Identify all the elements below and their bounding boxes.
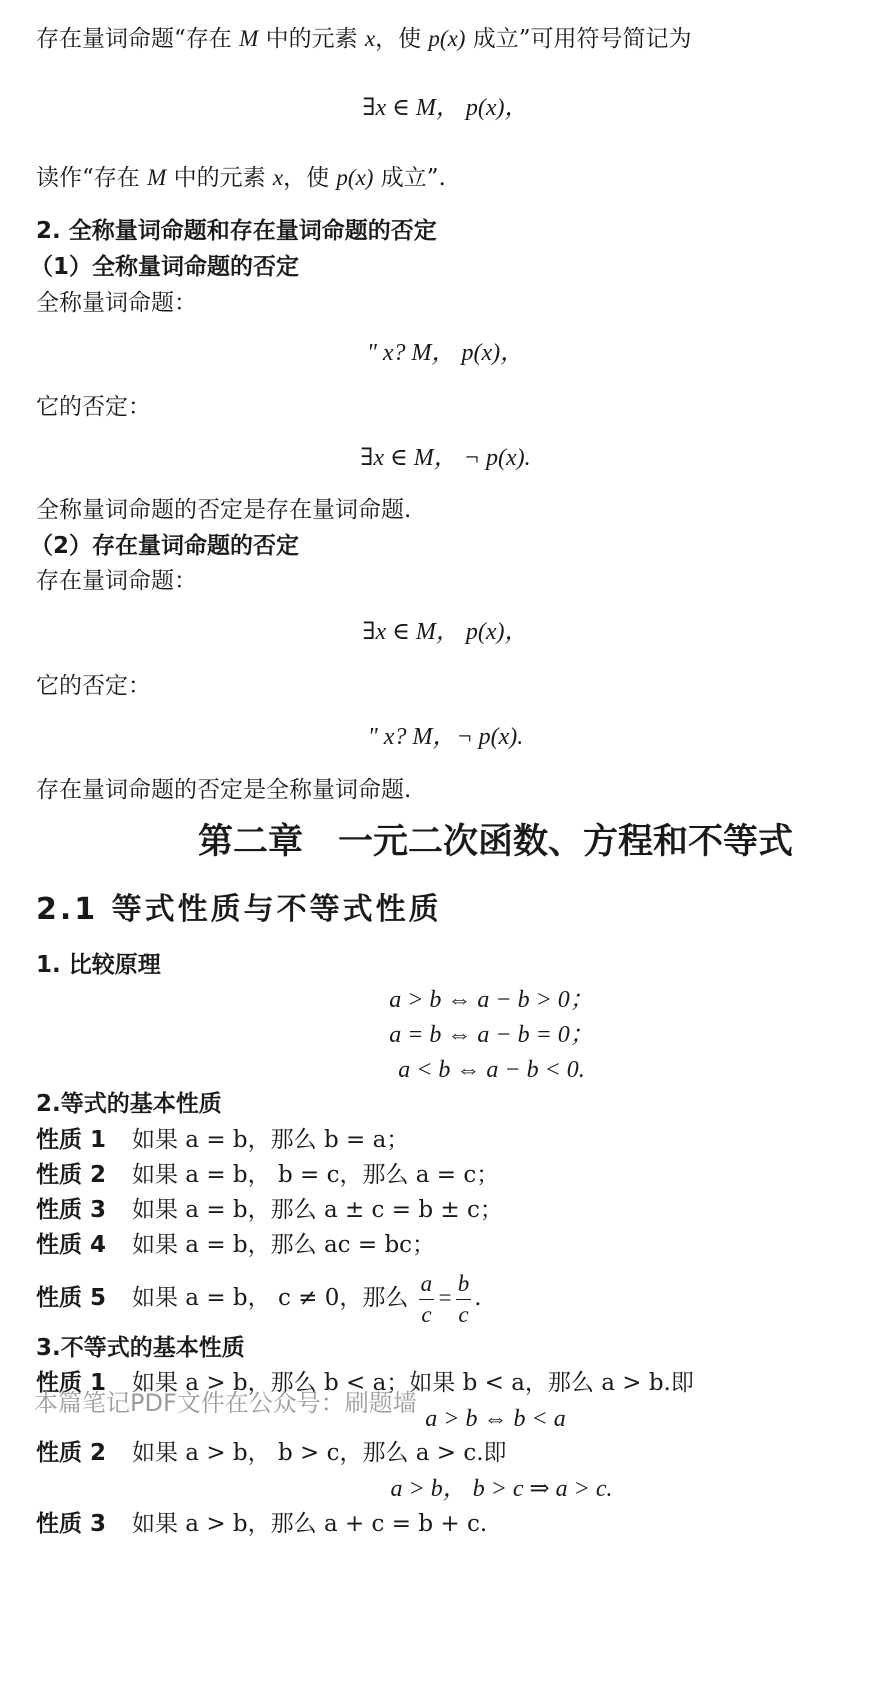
prop-text: 如果 a > b，那么 b < a；如果 b < a，那么 a > b.即 xyxy=(132,1370,694,1396)
fraction-b-over-c xyxy=(456,1269,472,1330)
fraction-numerator: a xyxy=(419,1269,435,1300)
equality-heading: 2.等式的基本性质 xyxy=(36,1091,222,1117)
intro-text-1: 存在量词命题“存在 xyxy=(36,26,232,52)
prop-text: 如果 a = b，那么 a ± c = b ± c； xyxy=(132,1197,503,1223)
intro-text-3: ，使 xyxy=(375,26,422,52)
existential-formula-2: ∃x ∈ M， p(x)， xyxy=(362,619,529,645)
prop-label: 性质 2 xyxy=(36,1440,107,1466)
compare-heading: 1. 比较原理 xyxy=(36,952,161,978)
prop-text: 如果 a = b，那么 b = a； xyxy=(132,1127,410,1153)
universal-neg-label: 它的否定： xyxy=(36,394,151,420)
fraction-denominator: c xyxy=(421,1301,432,1327)
prop-label: 性质 3 xyxy=(36,1197,107,1223)
equality-prop-3 xyxy=(36,1195,503,1225)
intro-predicate: p(x) xyxy=(428,26,466,51)
inequality-prop-1-formula: a > b ⇔ b < a xyxy=(425,1406,566,1432)
prop-label: 性质 1 xyxy=(36,1127,107,1153)
compare-line-2: a = b ⇔ a − b = 0； xyxy=(389,1022,594,1048)
universal-formula: " x? M， p(x)， xyxy=(366,340,525,366)
equals-sign: = xyxy=(437,1285,453,1310)
existential-conclusion: 存在量词命题的否定是全称量词命题. xyxy=(36,777,412,803)
existential-formula: ∃x ∈ M， p(x)， xyxy=(362,95,529,121)
read-text-3: ，使 xyxy=(283,165,330,191)
prop-label: 性质 2 xyxy=(36,1162,107,1188)
read-var-x: x xyxy=(272,165,284,190)
universal-negation-heading: （1）全称量词命题的否定 xyxy=(30,254,300,280)
inequality-heading: 3.不等式的基本性质 xyxy=(36,1335,245,1361)
prop-label: 性质 5 xyxy=(36,1285,107,1311)
watermark: 本篇笔记PDF文件在公众号：刷题墙 xyxy=(34,1389,417,1417)
negation-heading: 2. 全称量词命题和存在量词命题的否定 xyxy=(36,218,437,244)
prop-text: 如果 a > b， b > c，那么 a > c.即 xyxy=(132,1440,507,1466)
compare-line-3: a < b ⇔ a − b < 0. xyxy=(398,1057,585,1083)
chapter-title: 第二章 一元二次函数、方程和不等式 xyxy=(197,822,793,862)
existential-neg-formula: " x? M，¬ p(x). xyxy=(367,724,524,750)
equality-prop-5 xyxy=(36,1262,482,1334)
read-text-2: 中的元素 xyxy=(173,165,266,191)
section-title: 2.1 等式性质与不等式性质 xyxy=(36,892,442,927)
prop-label: 性质 3 xyxy=(36,1511,107,1537)
intro-set-M: M xyxy=(239,26,259,51)
intro-line xyxy=(36,24,692,54)
existential-label: 存在量词命题： xyxy=(36,568,197,594)
prop-text: 如果 a > b，那么 a + c = b + c. xyxy=(132,1511,488,1537)
fraction-denominator: c xyxy=(458,1301,469,1327)
period: . xyxy=(474,1285,482,1311)
universal-neg-formula: ∃x ∈ M， ¬ p(x). xyxy=(360,445,531,471)
equality-prop-4 xyxy=(36,1230,435,1260)
universal-conclusion: 全称量词命题的否定是存在量词命题. xyxy=(36,497,412,523)
intro-text-4: 成立”可用符号简记为 xyxy=(472,26,692,52)
fraction-a-over-c xyxy=(419,1269,435,1330)
read-set-M: M xyxy=(147,165,167,190)
prop-text: 如果 a = b， c ≠ 0，那么 xyxy=(132,1285,409,1311)
existential-negation-heading: （2）存在量词命题的否定 xyxy=(30,533,300,559)
read-predicate: p(x) xyxy=(336,165,374,190)
universal-label: 全称量词命题： xyxy=(36,290,197,316)
intro-var-x: x xyxy=(364,26,376,51)
equality-prop-1 xyxy=(36,1125,409,1155)
inequality-prop-2 xyxy=(36,1438,507,1468)
fraction-numerator: b xyxy=(456,1269,472,1300)
inequality-prop-3 xyxy=(36,1509,487,1539)
prop-label: 性质 1 xyxy=(36,1370,107,1396)
read-text-1: 读作“存在 xyxy=(36,165,140,191)
prop-label: 性质 4 xyxy=(36,1232,107,1258)
prop-text: 如果 a = b， b = c，那么 a = c； xyxy=(132,1162,500,1188)
prop-text: 如果 a = b，那么 ac = bc； xyxy=(132,1232,436,1258)
existential-neg-label: 它的否定： xyxy=(36,673,151,699)
equality-prop-2 xyxy=(36,1160,499,1190)
intro-text-2: 中的元素 xyxy=(265,26,358,52)
inequality-prop-2-formula: a > b， b > c ⇒ a > c. xyxy=(390,1476,613,1502)
read-text-4: 成立”. xyxy=(380,165,446,191)
read-line xyxy=(36,163,446,193)
compare-line-1: a > b ⇔ a − b > 0； xyxy=(389,987,594,1013)
